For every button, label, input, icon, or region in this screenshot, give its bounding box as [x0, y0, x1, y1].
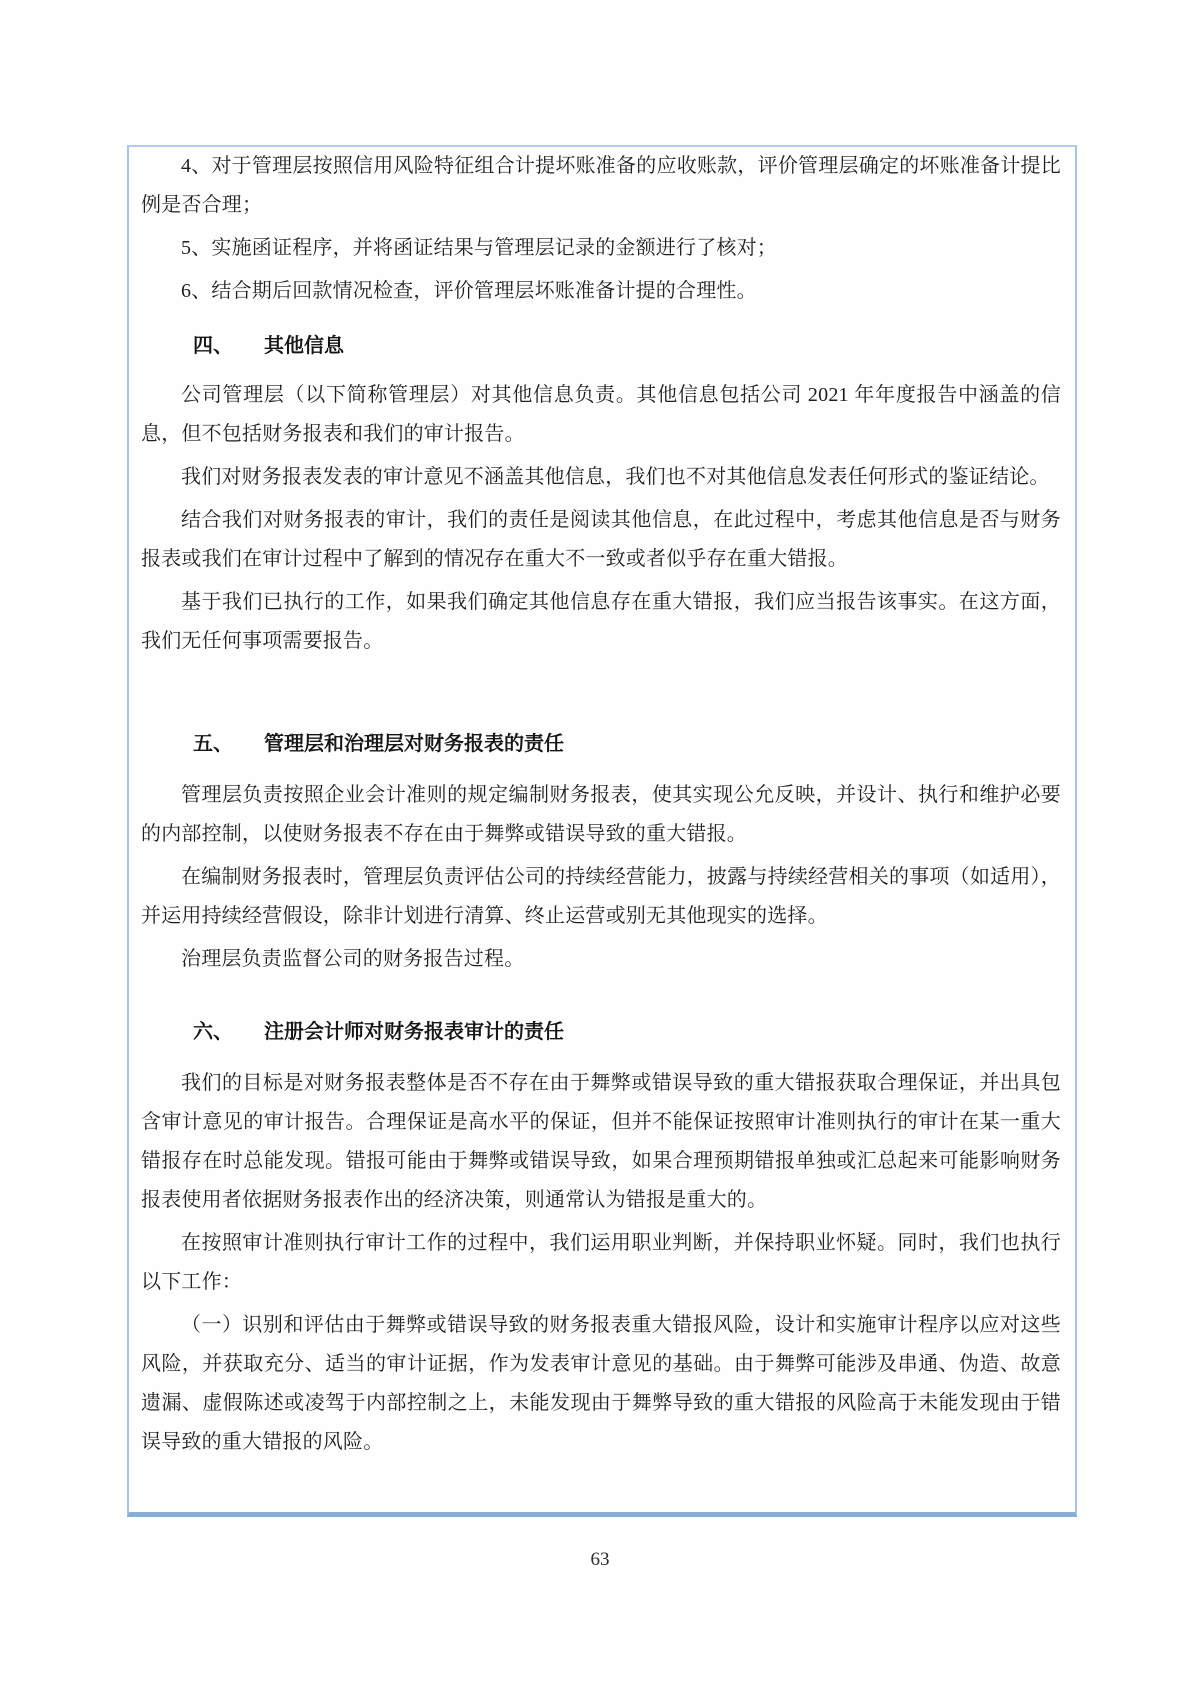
section-number: 四、: [193, 335, 233, 357]
paragraph: 管理层负责按照企业会计准则的规定编制财务报表，使其实现公允反映，并设计、执行和维护必要的内部控制，以使财务报表不存在由于舞弊或错误导致的重大错报。: [141, 784, 1061, 845]
section-heading-management-responsibility: [141, 725, 1061, 764]
section-heading-auditor-responsibility: [141, 1013, 1061, 1052]
paragraph: 公司管理层（以下简称管理层）对其他信息负责。其他信息包括公司 2021 年年度报告中涵盖的信息，但不包括财务报表和我们的审计报告。: [141, 384, 1061, 445]
paragraph: 治理层负责监督公司的财务报告过程。: [181, 948, 525, 970]
paragraph: 基于我们已执行的工作，如果我们确定其他信息存在重大错报，我们应当报告该事实。在这方面，我们无任何事项需要报告。: [141, 591, 1061, 652]
paragraph: 在编制财务报表时，管理层负责评估公司的持续经营能力，披露与持续经营相关的事项（如适用），并运用持续经营假设，除非计划进行清算、终止运营或别无其他现实的选择。: [141, 866, 1061, 927]
bordered-content-area: [127, 145, 1077, 1517]
section-title: 其他信息: [264, 335, 344, 357]
numbered-item: 5、实施函证程序，并将函证结果与管理层记录的金额进行了核对；: [181, 237, 777, 259]
paragraph: 在按照审计准则执行审计工作的过程中，我们运用职业判断，并保持职业怀疑。同时，我们也执行以下工作：: [141, 1232, 1061, 1293]
numbered-item: 4、对于管理层按照信用风险特征组合计提坏账准备的应收账款，评价管理层确定的坏账准备计提比例是否合理；: [141, 155, 1061, 216]
page-number: 63: [590, 1549, 610, 1570]
paragraph: 结合我们对财务报表的审计，我们的责任是阅读其他信息，在此过程中，考虑其他信息是否与财务报表或我们在审计过程中了解到的情况存在重大不一致或者似乎存在重大错报。: [141, 509, 1061, 570]
section-title: 管理层和治理层对财务报表的责任: [264, 733, 564, 755]
paragraph: 我们对财务报表发表的审计意见不涵盖其他信息，我们也不对其他信息发表任何形式的鉴证结论。: [181, 466, 1050, 488]
numbered-item: 6、结合期后回款情况检查，评价管理层坏账准备计提的合理性。: [181, 280, 757, 302]
section-number: 六、: [193, 1021, 233, 1043]
section-heading-other-information: [141, 327, 1061, 366]
section-title: 注册会计师对财务报表审计的责任: [264, 1021, 564, 1043]
section-number: 五、: [193, 733, 233, 755]
paragraph: 我们的目标是对财务报表整体是否不存在由于舞弊或错误导致的重大错报获取合理保证，并出具包含审计意见的审计报告。合理保证是高水平的保证，但并不能保证按照审计准则执行的审计在某一重大错报存在时总能发现。错报可能由于舞弊或错误导致，如果合理预期错报单独或汇总起来可能影响财务报表使用者依据财务报表作出的经济决策，则通常认为错报是重大的。: [141, 1072, 1061, 1211]
paragraph: （一）识别和评估由于舞弊或错误导致的财务报表重大错报风险，设计和实施审计程序以应对这些风险，并获取充分、适当的审计证据，作为发表审计意见的基础。由于舞弊可能涉及串通、伪造、故意遗漏、虚假陈述或凌驾于内部控制之上，未能发现由于舞弊导致的重大错报的风险高于未能发现由于错误导致的重大错报的风险。: [141, 1314, 1061, 1453]
